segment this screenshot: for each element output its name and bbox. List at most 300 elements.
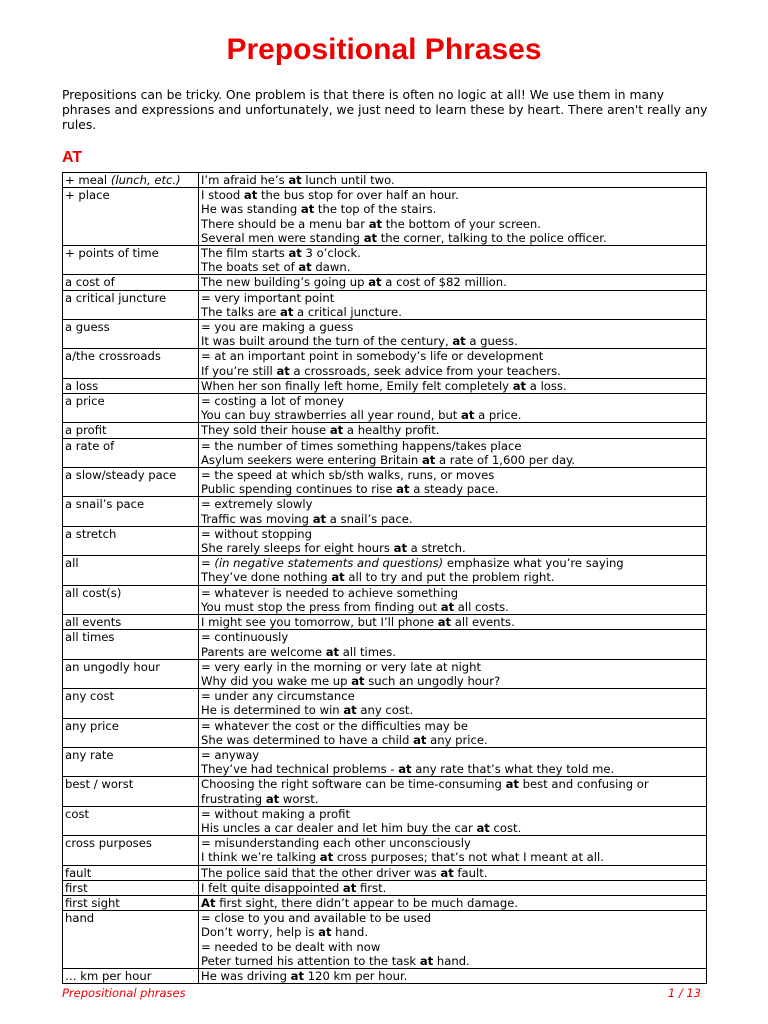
table-row: [63, 865, 707, 880]
text-segment: the bottom of your screen.: [382, 216, 541, 231]
text-segment: fault: [65, 865, 92, 880]
text-segment: If you’re still: [201, 363, 277, 378]
phrase-term-cell: [63, 394, 199, 423]
table-row: [63, 468, 707, 497]
text-segment: = anyway: [201, 747, 260, 762]
phrase-example-cell: [199, 497, 707, 526]
text-segment: all cost(s): [65, 585, 122, 600]
phrase-term-cell: [63, 188, 199, 246]
text-segment: Traffic was moving: [201, 511, 313, 526]
example-line: [201, 202, 704, 216]
preposition-highlight: at: [329, 423, 344, 438]
preposition-highlight: at: [512, 378, 527, 393]
example-line: [201, 260, 704, 274]
text-segment: = the speed at which sb/sth walks, runs, or moves: [201, 468, 495, 483]
example-line: [201, 630, 704, 644]
phrase-term-cell: [63, 615, 199, 630]
text-segment: The film starts: [201, 246, 289, 261]
phrase-example-cell: [199, 615, 707, 630]
text-segment: I felt quite disappointed: [201, 880, 343, 895]
italic-note: (in negative statements and questions): [214, 556, 444, 571]
text-segment: Asylum seekers were entering Britain: [201, 452, 422, 467]
phrase-term-cell: [63, 880, 199, 895]
text-segment: He was standing: [201, 202, 301, 217]
example-line: [201, 394, 704, 408]
text-segment: Why did you wake me up: [201, 673, 352, 688]
text-segment: a crossroads, seek advice from your teachers.: [289, 363, 561, 378]
preposition-highlight: at: [421, 452, 436, 467]
text-segment: a/the crossroads: [65, 349, 161, 364]
phrase-term-cell: [63, 836, 199, 865]
table-row: [63, 290, 707, 319]
text-segment: all: [65, 556, 79, 571]
text-segment: = very early in the morning or very late at night: [201, 659, 482, 674]
phrase-example-cell: [199, 968, 707, 983]
table-row: [63, 378, 707, 393]
text-segment: the top of the stairs.: [314, 202, 437, 217]
text-segment: all times: [65, 630, 115, 645]
example-line: [201, 850, 704, 864]
preposition-highlight: at: [288, 246, 302, 261]
text-segment: I stood: [201, 188, 244, 203]
phrase-term-cell: [63, 275, 199, 290]
example-line: [201, 173, 704, 187]
table-row: [63, 526, 707, 555]
example-line: [201, 527, 704, 541]
example-line: [201, 733, 704, 747]
text-segment: any price.: [426, 732, 488, 747]
preposition-highlight: at: [398, 762, 412, 777]
preposition-highlight: at: [318, 925, 332, 940]
text-segment: a snail’s pace.: [326, 511, 413, 526]
text-segment: first sight, there didn’t appear to be much damage.: [215, 895, 519, 910]
phrase-term-cell: [63, 556, 199, 585]
phrase-example-cell: [199, 806, 707, 835]
table-row: [63, 394, 707, 423]
text-segment: a slow/steady pace: [65, 468, 177, 483]
text-segment: = without making a profit: [201, 806, 350, 821]
text-segment: cross purposes; that’s not what I meant at all.: [333, 850, 604, 865]
preposition-highlight: at: [290, 968, 305, 983]
table-row: [63, 689, 707, 718]
text-segment: hand: [65, 911, 95, 926]
text-segment: a price: [65, 394, 105, 409]
table-row: [63, 777, 707, 806]
example-line: [201, 674, 704, 688]
preposition-highlight: at: [393, 541, 407, 556]
example-line: [201, 586, 704, 600]
preposition-highlight: at: [437, 615, 452, 630]
preposition-highlight: at: [319, 850, 334, 865]
footer-doc-title: Prepositional phrases: [62, 986, 186, 1000]
phrase-example-cell: [199, 836, 707, 865]
table-row: [63, 968, 707, 983]
table-row: [63, 423, 707, 438]
example-line: [201, 468, 704, 482]
example-line: [201, 940, 704, 954]
text-segment: You can buy strawberries all year round, but: [201, 408, 462, 423]
example-line: [201, 364, 704, 378]
text-segment: = needed to be dealt with now: [201, 939, 381, 954]
table-row: [63, 630, 707, 659]
phrase-term-cell: [63, 468, 199, 497]
text-segment: Choosing the right software can be time-consuming: [201, 777, 506, 792]
text-segment: She was determined to have a child: [201, 732, 414, 747]
example-line: [201, 836, 704, 850]
table-row: [63, 718, 707, 747]
footer-page-number: 1 / 13: [667, 986, 701, 1000]
table-row: [63, 806, 707, 835]
table-row: [63, 438, 707, 467]
text-segment: best and confusing or: [518, 777, 649, 792]
text-segment: 120 km per hour.: [304, 968, 408, 983]
text-segment: fault.: [453, 865, 488, 880]
preposition-highlight: at: [325, 644, 340, 659]
preposition-highlight: at: [461, 408, 475, 423]
preposition-highlight: at: [298, 260, 312, 275]
phrase-example-cell: [199, 349, 707, 378]
phrase-table: [62, 172, 707, 984]
phrase-term-cell: [63, 777, 199, 806]
preposition-highlight: at: [300, 202, 315, 217]
preposition-highlight: at: [342, 880, 357, 895]
example-line: [201, 320, 704, 334]
section-heading-at: AT: [62, 149, 83, 166]
preposition-highlight: at: [440, 599, 455, 614]
text-segment: + place: [65, 188, 110, 203]
text-segment: worst.: [279, 791, 319, 806]
example-line: [201, 748, 704, 762]
phrase-example-cell: [199, 290, 707, 319]
text-segment: a guess: [65, 320, 110, 335]
phrase-term-cell: [63, 630, 199, 659]
table-row: [63, 173, 707, 188]
table-row: [63, 615, 707, 630]
text-segment: = costing a lot of money: [201, 394, 344, 409]
example-line: [201, 896, 704, 910]
text-segment: a critical juncture.: [293, 304, 402, 319]
text-segment: dawn.: [311, 260, 351, 275]
phrase-term-cell: [63, 290, 199, 319]
preposition-highlight: At: [201, 895, 216, 910]
example-line: [201, 556, 704, 570]
text-segment: Public spending continues to rise: [201, 482, 397, 497]
text-segment: a loss.: [526, 378, 567, 393]
phrase-example-cell: [199, 747, 707, 776]
phrase-term-cell: [63, 747, 199, 776]
phrase-table-body: [63, 173, 707, 984]
phrase-term-cell: [63, 659, 199, 688]
text-segment: = misunderstanding each other unconsciously: [201, 836, 471, 851]
phrase-term-cell: [63, 173, 199, 188]
text-segment: Peter turned his attention to the task: [201, 953, 420, 968]
text-segment: When her son finally left home, Emily felt completely: [201, 378, 513, 393]
preposition-highlight: at: [312, 511, 327, 526]
phrase-example-cell: [199, 468, 707, 497]
example-line: [201, 821, 704, 835]
table-row: [63, 275, 707, 290]
preposition-highlight: at: [368, 216, 383, 231]
example-line: [201, 482, 704, 496]
text-segment: = extremely slowly: [201, 497, 313, 512]
text-segment: any rate: [65, 747, 114, 762]
phrase-example-cell: [199, 188, 707, 246]
phrase-example-cell: [199, 173, 707, 188]
phrase-example-cell: [199, 865, 707, 880]
text-segment: You must stop the press from finding out: [201, 599, 441, 614]
example-line: [201, 217, 704, 231]
preposition-highlight: at: [243, 188, 258, 203]
text-segment: lunch until two.: [301, 173, 395, 187]
text-segment: The police said that the other driver was: [201, 865, 441, 880]
text-segment: = you are making a guess: [201, 320, 354, 335]
phrase-term-cell: [63, 320, 199, 349]
preposition-highlight: at: [265, 791, 280, 806]
text-segment: the corner, talking to the police officer.: [377, 230, 607, 245]
text-segment: a cost of $82 million.: [381, 275, 507, 290]
phrase-example-cell: [199, 880, 707, 895]
text-segment: all costs.: [454, 599, 509, 614]
text-segment: hand.: [433, 953, 470, 968]
preposition-highlight: at: [440, 865, 454, 880]
example-line: [201, 703, 704, 717]
text-segment: + meal: [65, 173, 111, 187]
text-segment: such an ungodly hour?: [364, 673, 501, 688]
example-line: [201, 954, 704, 968]
text-segment: It was built around the turn of the century,: [201, 334, 453, 349]
text-segment: first.: [356, 880, 387, 895]
text-segment: = very important point: [201, 290, 335, 305]
example-line: [201, 866, 704, 880]
phrase-term-cell: [63, 497, 199, 526]
phrase-example-cell: [199, 911, 707, 969]
table-row: [63, 895, 707, 910]
text-segment: They’ve had technical problems -: [201, 762, 399, 777]
preposition-highlight: at: [476, 820, 490, 835]
text-segment: an ungodly hour: [65, 659, 160, 674]
text-segment: = whatever is needed to achieve something: [201, 585, 459, 600]
table-row: [63, 880, 707, 895]
preposition-highlight: at: [419, 953, 434, 968]
text-segment: = under any circumstance: [201, 689, 355, 704]
text-segment: a cost of: [65, 275, 115, 290]
text-segment: = continuously: [201, 630, 289, 645]
example-line: [201, 719, 704, 733]
table-row: [63, 836, 707, 865]
phrase-example-cell: [199, 718, 707, 747]
preposition-highlight: at: [363, 230, 378, 245]
text-segment: Don’t worry, help is: [201, 925, 319, 940]
text-segment: frustrating: [201, 791, 266, 806]
preposition-highlight: at: [331, 570, 345, 585]
text-segment: a price.: [474, 408, 522, 423]
text-segment: a rate of: [65, 438, 115, 453]
table-row: [63, 246, 707, 275]
phrase-term-cell: [63, 438, 199, 467]
example-line: [201, 881, 704, 895]
text-segment: I might see you tomorrow, but I’ll phone: [201, 615, 438, 630]
table-row: [63, 497, 707, 526]
table-row: [63, 188, 707, 246]
text-segment: cost: [65, 806, 90, 821]
example-line: [201, 762, 704, 776]
example-line: [201, 541, 704, 555]
text-segment: any cost.: [356, 703, 414, 718]
text-segment: first sight: [65, 895, 120, 910]
intro-paragraph: Prepositions can be tricky. One problem is that there is often no logic at all! We use them in many phrases and expressions and unfortunately, we just need to learn these by heart. There aren't really any rules.: [62, 88, 708, 132]
example-line: [201, 600, 704, 614]
text-segment: There should be a menu bar: [201, 216, 369, 231]
text-segment: His uncles a car dealer and let him buy the car: [201, 820, 477, 835]
example-line: [201, 911, 704, 925]
text-segment: I think we’re talking: [201, 850, 320, 865]
text-segment: = at an important point in somebody’s life or development: [201, 349, 544, 364]
phrase-term-cell: [63, 423, 199, 438]
example-line: [201, 660, 704, 674]
preposition-highlight: at: [351, 673, 365, 688]
text-segment: a loss: [65, 378, 99, 393]
table-row: [63, 320, 707, 349]
text-segment: They sold their house: [201, 423, 330, 438]
phrase-term-cell: [63, 526, 199, 555]
text-segment: a stretch: [65, 526, 117, 541]
example-line: [201, 231, 704, 245]
phrase-term-cell: [63, 689, 199, 718]
text-segment: =: [201, 556, 215, 571]
example-line: [201, 570, 704, 584]
table-row: [63, 585, 707, 614]
example-line: [201, 334, 704, 348]
text-segment: the bus stop for over half an hour.: [257, 188, 459, 203]
text-segment: all to try and put the problem right.: [344, 570, 555, 585]
phrase-example-cell: [199, 895, 707, 910]
text-segment: She rarely sleeps for eight hours: [201, 541, 394, 556]
text-segment: a guess.: [465, 334, 518, 349]
phrase-example-cell: [199, 394, 707, 423]
phrase-example-cell: [199, 585, 707, 614]
text-segment: a critical juncture: [65, 290, 167, 305]
text-segment: 3 o’clock.: [301, 246, 361, 261]
example-line: [201, 408, 704, 422]
phrase-term-cell: [63, 806, 199, 835]
phrase-example-cell: [199, 659, 707, 688]
phrase-term-cell: [63, 895, 199, 910]
phrase-example-cell: [199, 246, 707, 275]
example-line: [201, 246, 704, 260]
preposition-highlight: at: [280, 304, 294, 319]
text-segment: a rate of 1,600 per day.: [435, 452, 576, 467]
example-line: [201, 291, 704, 305]
phrase-example-cell: [199, 689, 707, 718]
example-line: [201, 689, 704, 703]
table-row: [63, 747, 707, 776]
phrase-term-cell: [63, 718, 199, 747]
example-line: [201, 305, 704, 319]
text-segment: = whatever the cost or the difficulties may be: [201, 718, 468, 733]
example-line: [201, 969, 704, 983]
text-segment: a profit: [65, 423, 107, 438]
phrase-term-cell: [63, 378, 199, 393]
phrase-example-cell: [199, 423, 707, 438]
preposition-highlight: at: [343, 703, 357, 718]
example-line: [201, 792, 704, 806]
preposition-highlight: at: [452, 334, 466, 349]
phrase-term-cell: [63, 246, 199, 275]
text-segment: cost.: [489, 820, 522, 835]
phrase-term-cell: [63, 585, 199, 614]
example-line: [201, 379, 704, 393]
example-line: [201, 807, 704, 821]
text-segment: emphasize what you’re saying: [443, 556, 624, 571]
text-segment: The boats set of: [201, 260, 299, 275]
example-line: [201, 453, 704, 467]
text-segment: = without stopping: [201, 526, 312, 541]
text-segment: cross purposes: [65, 836, 152, 851]
text-segment: + points of time: [65, 246, 159, 261]
phrase-example-cell: [199, 275, 707, 290]
text-segment: They’ve done nothing: [201, 570, 332, 585]
text-segment: all events: [65, 615, 122, 630]
preposition-highlight: at: [288, 173, 302, 187]
example-line: [201, 439, 704, 453]
example-line: [201, 423, 704, 437]
table-row: [63, 659, 707, 688]
example-line: [201, 275, 704, 289]
example-line: [201, 925, 704, 939]
italic-note: (lunch, etc.): [110, 173, 181, 187]
phrase-example-cell: [199, 320, 707, 349]
example-line: [201, 497, 704, 511]
text-segment: I’m afraid he’s: [201, 173, 289, 187]
text-segment: = close to you and available to be used: [201, 911, 432, 926]
text-segment: all events.: [451, 615, 515, 630]
phrase-example-cell: [199, 378, 707, 393]
example-line: [201, 188, 704, 202]
example-line: [201, 512, 704, 526]
preposition-highlight: at: [276, 363, 290, 378]
text-segment: Parents are welcome: [201, 644, 326, 659]
text-segment: He was driving: [201, 968, 291, 983]
text-segment: best / worst: [65, 777, 134, 792]
text-segment: … km per hour: [65, 968, 152, 983]
example-line: [201, 777, 704, 791]
table-row: [63, 556, 707, 585]
phrase-example-cell: [199, 777, 707, 806]
preposition-highlight: at: [413, 732, 427, 747]
example-line: [201, 645, 704, 659]
text-segment: The new building’s going up: [201, 275, 369, 290]
text-segment: first: [65, 880, 88, 895]
text-segment: any cost: [65, 689, 115, 704]
text-segment: any price: [65, 718, 119, 733]
text-segment: a stretch.: [407, 541, 466, 556]
preposition-highlight: at: [505, 777, 519, 792]
phrase-example-cell: [199, 630, 707, 659]
phrase-example-cell: [199, 556, 707, 585]
phrase-example-cell: [199, 438, 707, 467]
table-row: [63, 911, 707, 969]
text-segment: The talks are: [201, 304, 280, 319]
text-segment: a healthy profit.: [343, 423, 440, 438]
text-segment: Several men were standing: [201, 230, 364, 245]
phrase-term-cell: [63, 865, 199, 880]
text-segment: a steady pace.: [409, 482, 499, 497]
preposition-highlight: at: [368, 275, 382, 290]
phrase-term-cell: [63, 349, 199, 378]
text-segment: hand.: [331, 925, 369, 940]
text-segment: all times.: [339, 644, 396, 659]
page-title: Prepositional Phrases: [226, 33, 542, 66]
